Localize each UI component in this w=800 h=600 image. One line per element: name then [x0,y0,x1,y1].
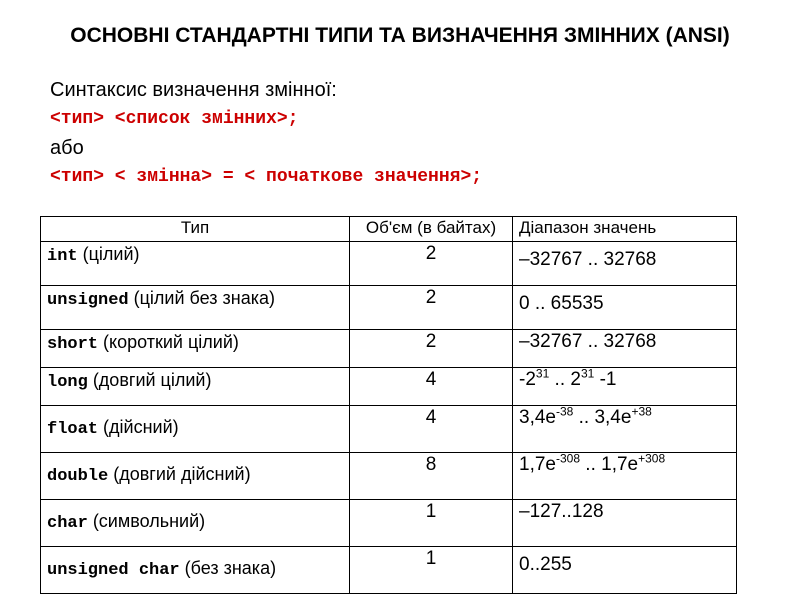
header-type: Тип [41,217,350,242]
type-desc: (довгий цілий) [87,370,212,390]
range-cell: –32767 .. 32768 [513,242,737,286]
range-cell [513,453,737,500]
syntax-or: або [50,137,84,159]
size-cell: 8 [350,453,513,500]
type-cell [41,547,350,594]
range-sep: .. [573,407,595,428]
range-min-exp: -38 [555,404,574,419]
type-keyword: int [47,247,78,266]
size-cell: 2 [350,330,513,368]
size-cell: 1 [350,500,513,547]
type-keyword: unsigned char [47,561,180,580]
types-table [40,216,737,594]
type-cell [41,500,350,547]
range-cell [513,406,737,453]
range-max-exp: +38 [631,404,652,419]
range-min-base: 1,7e [519,454,556,475]
range-cell: –127..128 [513,500,737,547]
type-cell [41,453,350,500]
range-cell: 0..255 [513,547,737,594]
table-row [41,330,737,368]
size-cell: 1 [350,547,513,594]
range-cell: –32767 .. 32768 [513,330,737,368]
type-cell [41,406,350,453]
type-cell [41,330,350,368]
syntax-form-2: <тип> < змінна> = < початкове значення>; [50,167,483,187]
range-sep: .. [549,369,571,390]
table-row [41,368,737,406]
type-cell [41,286,350,330]
type-desc: (цілий) [77,244,140,264]
range-cell [513,368,737,406]
range-min-base: -2 [519,369,536,390]
range-max-exp: +308 [638,451,666,466]
type-keyword: char [47,514,88,533]
header-range: Діапазон значень [513,217,737,242]
size-cell: 2 [350,286,513,330]
type-desc: (без знака) [179,558,277,578]
type-keyword: float [47,420,99,439]
range-sep: .. [580,454,602,475]
range-min-exp: -308 [555,451,581,466]
table-row [41,242,737,286]
table-header-row [41,217,737,242]
range-max-base: 2 [570,369,581,390]
type-keyword: unsigned [47,291,129,310]
header-size: Об'єм (в байтах) [350,217,513,242]
range-max-base: 1,7e [601,454,639,475]
range-tail: -1 [594,369,617,390]
type-keyword: double [47,467,109,486]
type-desc: (короткий цілий) [98,332,239,352]
type-desc: (дійсний) [98,417,179,437]
range-cell: 0 .. 65535 [513,286,737,330]
type-keyword: short [47,335,99,354]
table-row [41,547,737,594]
page-title: ОСНОВНІ СТАНДАРТНІ ТИПИ ТА ВИЗНАЧЕННЯ ЗМІННИХ (ANSI) [70,24,730,47]
range-min-base: 3,4e [519,407,556,428]
table-row [41,406,737,453]
range-max-exp: 31 [580,366,595,381]
table-row [41,286,737,330]
range-max-base: 3,4e [594,407,632,428]
type-desc: (символьний) [87,511,206,531]
type-cell [41,368,350,406]
type-cell [41,242,350,286]
type-keyword: long [47,373,88,392]
syntax-form-1: <тип> <список змінних>; [50,109,299,129]
range-min-exp: 31 [535,366,550,381]
type-desc: (довгий дійсний) [108,464,251,484]
syntax-label: Синтаксис визначення змінної: [50,79,337,101]
size-cell: 2 [350,242,513,286]
table-row [41,453,737,500]
size-cell: 4 [350,406,513,453]
type-desc: (цілий без знака) [128,288,275,308]
table-row [41,500,737,547]
size-cell: 4 [350,368,513,406]
